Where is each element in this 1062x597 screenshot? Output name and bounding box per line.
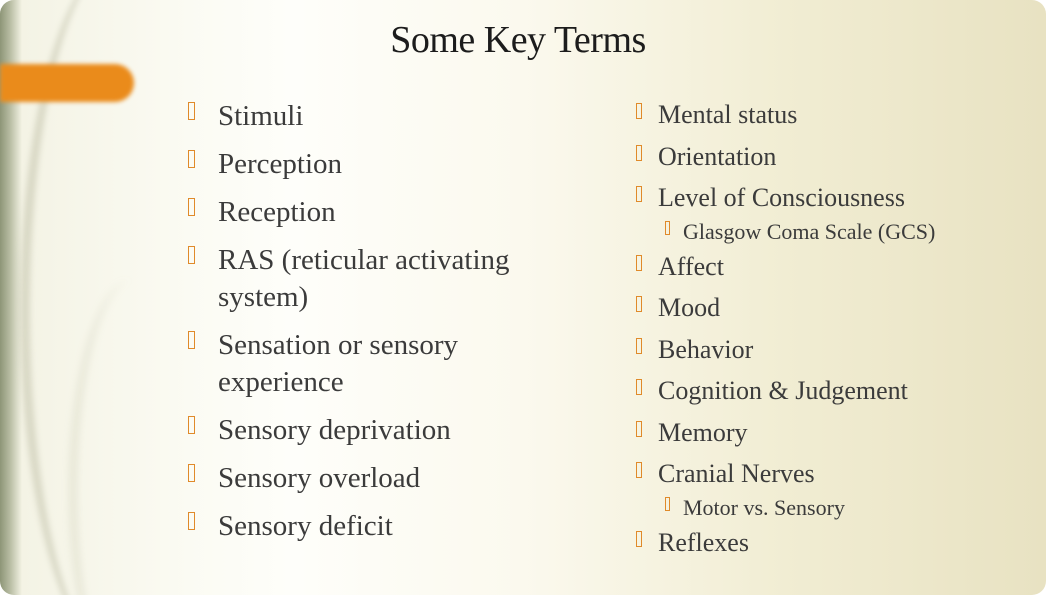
- bullet-icon: [636, 462, 642, 478]
- list-item: [636, 417, 1016, 449]
- bullet-icon: [636, 255, 642, 271]
- term-text: RAS (reticular activating system): [218, 244, 510, 313]
- term-text: Stimuli: [218, 100, 304, 132]
- term-text: Mental status: [658, 100, 798, 129]
- list-item: [188, 98, 518, 135]
- list-item: [636, 375, 1016, 407]
- list-item: [188, 327, 518, 401]
- bullet-icon: [636, 186, 642, 202]
- term-text: Sensory deficit: [218, 510, 393, 542]
- slide-title: Some Key Terms: [390, 19, 646, 61]
- term-text: Mood: [658, 293, 721, 322]
- bullet-icon: [636, 338, 642, 354]
- term-text: Motor vs. Sensory: [683, 494, 845, 520]
- list-item: [188, 508, 518, 545]
- list-item: [636, 458, 1016, 490]
- list-subitem: [636, 217, 1016, 247]
- bullet-icon: [636, 379, 642, 395]
- term-text: Reception: [218, 196, 336, 228]
- bullet-icon: [188, 464, 195, 482]
- term-text: Level of Consciousness: [658, 183, 905, 212]
- bullet-icon: [188, 150, 195, 168]
- term-text: Cognition & Judgement: [658, 376, 908, 405]
- term-text: Sensory overload: [218, 462, 421, 494]
- list-item: [636, 99, 1016, 131]
- bullet-icon: [636, 421, 642, 437]
- term-text: Behavior: [658, 334, 754, 364]
- list-item: [188, 460, 518, 497]
- orange-accent-bar: [0, 64, 134, 102]
- term-text: Reflexes: [658, 527, 749, 557]
- bullet-icon: [636, 103, 642, 119]
- term-text: Cranial Nerves: [658, 459, 815, 488]
- list-item: [636, 141, 1016, 173]
- bullet-icon: [188, 246, 195, 264]
- list-item: [636, 251, 1016, 283]
- term-text: Affect: [658, 251, 724, 281]
- list-item: [188, 194, 518, 231]
- list-item: [636, 334, 1016, 366]
- bullet-icon: [188, 331, 195, 349]
- bullet-icon: [665, 497, 670, 511]
- list-item: [188, 242, 518, 316]
- list-subitem: [636, 493, 1016, 523]
- bullet-icon: [636, 531, 642, 547]
- list-item: [636, 527, 1016, 559]
- right-term-list: [636, 99, 1016, 568]
- bullet-icon: [188, 102, 195, 120]
- bullet-icon: [665, 221, 670, 235]
- bullet-icon: [636, 296, 642, 312]
- bullet-icon: [188, 416, 195, 434]
- list-item: [188, 146, 518, 183]
- bullet-icon: [188, 512, 195, 530]
- left-term-list: [188, 98, 518, 556]
- term-text: Perception: [218, 148, 343, 180]
- bullet-icon: [636, 145, 642, 161]
- term-text: Orientation: [658, 141, 777, 171]
- list-item: [636, 292, 1016, 324]
- bullet-icon: [188, 198, 195, 216]
- list-item: [188, 412, 518, 449]
- term-text: Sensory deprivation: [218, 414, 451, 446]
- term-text: Memory: [658, 417, 748, 447]
- term-text: Sensation or sensory experience: [218, 329, 459, 398]
- term-text: Glasgow Coma Scale (GCS): [683, 218, 936, 244]
- list-item: [636, 182, 1016, 214]
